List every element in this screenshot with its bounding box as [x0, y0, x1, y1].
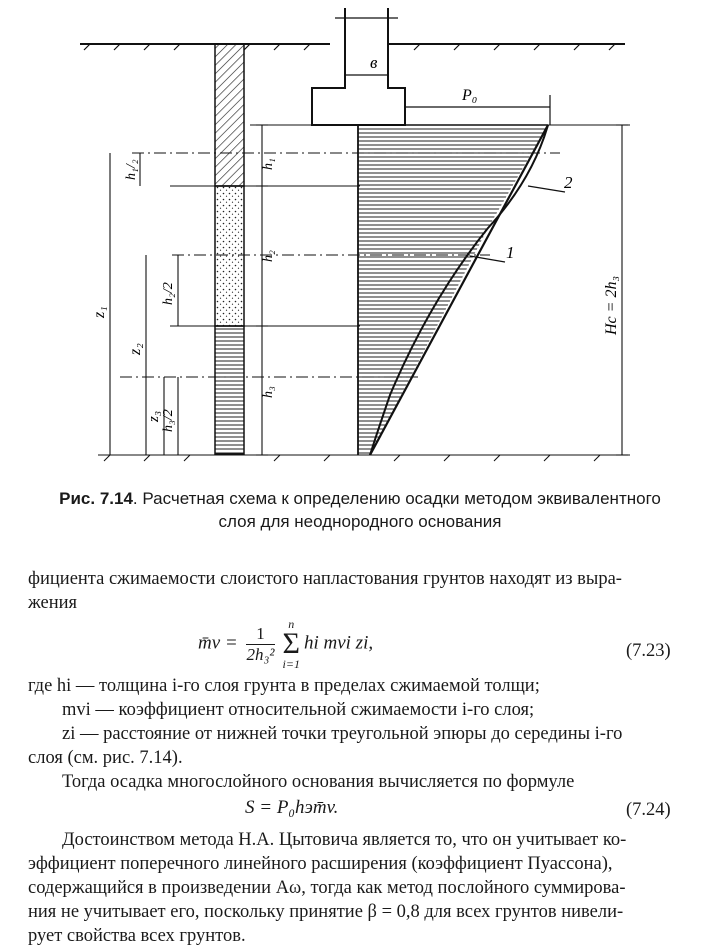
- eq1-lhs: m̄v =: [198, 632, 243, 654]
- stress-diagram: [358, 125, 548, 455]
- z3-label: z₃: [146, 410, 162, 422]
- p0-label: P₀: [462, 87, 478, 104]
- para3-line2: эффициент поперечного линейного расширения (коэффициент Пуассона),: [28, 854, 613, 874]
- eq1-sum-lower: i=1: [282, 657, 300, 671]
- z1-label: z₁: [91, 306, 108, 318]
- h1-half-label: h₁/₂: [124, 159, 139, 180]
- para1-line2: жения: [28, 593, 78, 613]
- definition-m: mvi — коэффициент относительной сжимаемости i-го слоя;: [62, 700, 535, 720]
- definition-z: zi — расстояние от нижней точки треугольной эпюры до середины i-го: [62, 724, 623, 744]
- definition-h: где hi — толщина i-го слоя грунта в пределах сжимаемой толщи;: [28, 676, 540, 696]
- eq1-rhs: hi mvi zi,: [303, 632, 374, 654]
- eq1-denominator: 2h₃²: [246, 644, 275, 664]
- figure-caption: [40, 487, 680, 533]
- equation-7-24: S = P₀hэm̄v.: [245, 797, 339, 818]
- eq1-sum-upper: n: [288, 617, 295, 631]
- eq1-number: (7.23): [626, 641, 671, 661]
- foundation-width-label: в: [370, 53, 378, 72]
- h2-label: h₂: [261, 250, 276, 262]
- eq1-numerator: 1: [246, 624, 274, 645]
- caption-text: . Расчетная схема к определению осадки методом эквивалентного слоя для неоднородного основания: [132, 489, 661, 531]
- para3-line3: содержащийся в произведении Aω, тогда как метод послойного суммирова-: [28, 878, 626, 898]
- h3-half-label: h₃/2: [161, 409, 176, 432]
- foundation: [312, 8, 405, 125]
- para1-line1: фициента сжимаемости слоистого напластования грунтов находят из выра-: [28, 569, 622, 589]
- para3-line4: ния не учитывает его, поскольку принятие β = 0,8 для всех грунтов нивели-: [28, 902, 624, 922]
- h3-label: h₃: [261, 386, 276, 398]
- caption-prefix: Рис. 7.14: [59, 489, 133, 508]
- curve-2-label: 2: [564, 173, 573, 192]
- eq1-fraction: [246, 624, 274, 665]
- h1-label: h₁: [261, 158, 276, 170]
- soil-column: [215, 44, 244, 454]
- para2: Тогда осадка многослойного основания вычисляется по формуле: [62, 772, 575, 792]
- para3-line5: рует свойства всех грунтов.: [28, 926, 246, 946]
- z2-label: z₂: [127, 343, 144, 355]
- bottom-hatch: [104, 455, 600, 461]
- curve-1-label: 1: [506, 243, 515, 262]
- p0-dimension: [405, 95, 550, 125]
- hc-label: Hc = 2h₃: [603, 275, 620, 335]
- foundation-width-dimension: [345, 65, 388, 85]
- eq1-sum: [283, 618, 300, 670]
- para3-line1: Достоинством метода Н.А. Цытовича является то, что он учитывает ко-: [62, 830, 627, 850]
- eq2-number: (7.24): [626, 800, 671, 820]
- h2-half-label: h₂/2: [161, 282, 176, 305]
- definition-z-cont: слоя (см. рис. 7.14).: [28, 748, 183, 768]
- equation-7-23: [198, 618, 373, 670]
- sigma-symbol: Σ: [282, 627, 300, 660]
